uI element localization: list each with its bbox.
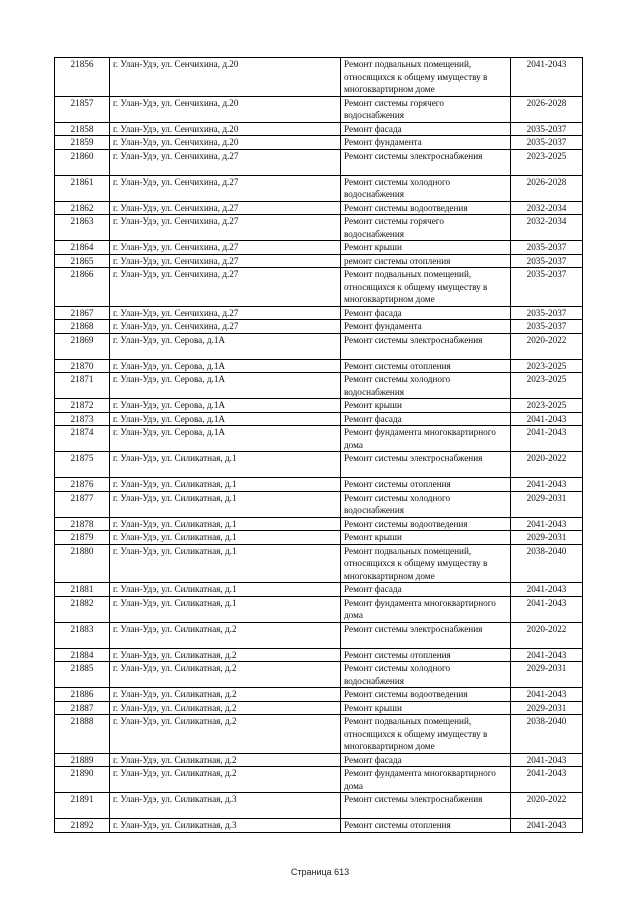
table-row	[55, 596, 583, 622]
period-cell: 2023-2025	[511, 399, 583, 413]
record-number: 21865	[55, 254, 110, 268]
work-type-cell: Ремонт системы холодного водоснабжения	[341, 491, 511, 517]
address-cell: г. Улан-Удэ, ул. Силикатная, д.1	[110, 517, 341, 531]
period-cell: 2041-2043	[511, 58, 583, 97]
table-row	[55, 662, 583, 688]
address-cell: г. Улан-Удэ, ул. Силикатная, д.2	[110, 767, 341, 793]
period-cell: 2041-2043	[511, 753, 583, 767]
record-number: 21874	[55, 426, 110, 452]
period-cell: 2023-2025	[511, 359, 583, 373]
table-row	[55, 58, 583, 97]
period-cell: 2026-2028	[511, 96, 583, 122]
address-cell: г. Улан-Удэ, ул. Сенчихина, д.20	[110, 136, 341, 150]
period-cell: 2020-2022	[511, 622, 583, 648]
period-cell: 2041-2043	[511, 517, 583, 531]
table-row	[55, 517, 583, 531]
address-cell: г. Улан-Удэ, ул. Серова, д.1А	[110, 412, 341, 426]
period-cell: 2041-2043	[511, 819, 583, 833]
record-number: 21870	[55, 359, 110, 373]
address-cell: г. Улан-Удэ, ул. Силикатная, д.2	[110, 701, 341, 715]
address-cell: г. Улан-Удэ, ул. Силикатная, д.1	[110, 491, 341, 517]
period-cell: 2038-2040	[511, 715, 583, 754]
address-cell: г. Улан-Удэ, ул. Силикатная, д.1	[110, 583, 341, 597]
period-cell: 2035-2037	[511, 136, 583, 150]
table-row	[55, 268, 583, 307]
record-number: 21862	[55, 201, 110, 215]
period-cell: 2023-2025	[511, 149, 583, 175]
page-number: Страница 613	[290, 867, 350, 877]
period-cell: 2041-2043	[511, 648, 583, 662]
address-cell: г. Улан-Удэ, ул. Силикатная, д.1	[110, 531, 341, 545]
address-cell: г. Улан-Удэ, ул. Силикатная, д.1	[110, 478, 341, 492]
record-number: 21882	[55, 596, 110, 622]
table-row	[55, 544, 583, 583]
record-number: 21877	[55, 491, 110, 517]
table-row	[55, 96, 583, 122]
period-cell: 2032-2034	[511, 215, 583, 241]
table-row	[55, 583, 583, 597]
address-cell: г. Улан-Удэ, ул. Сенчихина, д.27	[110, 175, 341, 201]
record-number: 21892	[55, 819, 110, 833]
work-type-cell: Ремонт системы электроснабжения	[341, 149, 511, 175]
table-row	[55, 531, 583, 545]
period-cell: 2041-2043	[511, 688, 583, 702]
record-number: 21859	[55, 136, 110, 150]
record-number: 21861	[55, 175, 110, 201]
record-number: 21887	[55, 701, 110, 715]
table-row	[55, 648, 583, 662]
work-type-cell: Ремонт системы водоотведения	[341, 517, 511, 531]
work-type-cell: Ремонт фундамента	[341, 320, 511, 334]
table-row	[55, 320, 583, 334]
period-cell: 2029-2031	[511, 531, 583, 545]
record-number: 21860	[55, 149, 110, 175]
record-number: 21858	[55, 122, 110, 136]
work-type-cell: Ремонт системы отопления	[341, 648, 511, 662]
work-type-cell: Ремонт фасада	[341, 583, 511, 597]
period-cell: 2041-2043	[511, 412, 583, 426]
table-row	[55, 753, 583, 767]
period-cell: 2041-2043	[511, 596, 583, 622]
table-row	[55, 688, 583, 702]
work-type-cell: Ремонт системы горячего водоснабжения	[341, 215, 511, 241]
address-cell: г. Улан-Удэ, ул. Серова, д.1А	[110, 426, 341, 452]
work-type-cell: Ремонт подвальных помещений, относящихся к общему имуществу в многоквартирном доме	[341, 58, 511, 97]
work-type-cell: Ремонт системы электроснабжения	[341, 333, 511, 359]
address-cell: г. Улан-Удэ, ул. Серова, д.1А	[110, 333, 341, 359]
work-type-cell: Ремонт системы электроснабжения	[341, 793, 511, 819]
period-cell: 2020-2022	[511, 333, 583, 359]
table-row	[55, 333, 583, 359]
record-number: 21873	[55, 412, 110, 426]
period-cell: 2038-2040	[511, 544, 583, 583]
table-row	[55, 241, 583, 255]
record-number: 21871	[55, 373, 110, 399]
work-type-cell: Ремонт фасада	[341, 306, 511, 320]
record-number: 21888	[55, 715, 110, 754]
address-cell: г. Улан-Удэ, ул. Сенчихина, д.27	[110, 306, 341, 320]
address-cell: г. Улан-Удэ, ул. Сенчихина, д.27	[110, 268, 341, 307]
period-cell: 2041-2043	[511, 583, 583, 597]
address-cell: г. Улан-Удэ, ул. Сенчихина, д.27	[110, 320, 341, 334]
address-cell: г. Улан-Удэ, ул. Сенчихина, д.27	[110, 149, 341, 175]
period-cell: 2041-2043	[511, 426, 583, 452]
table-row	[55, 306, 583, 320]
address-cell: г. Улан-Удэ, ул. Силикатная, д.2	[110, 648, 341, 662]
table-row	[55, 254, 583, 268]
table-row	[55, 215, 583, 241]
table-row	[55, 373, 583, 399]
period-cell: 2020-2022	[511, 452, 583, 478]
address-cell: г. Улан-Удэ, ул. Сенчихина, д.20	[110, 122, 341, 136]
address-cell: г. Улан-Удэ, ул. Серова, д.1А	[110, 399, 341, 413]
table-row	[55, 793, 583, 819]
period-cell: 2035-2037	[511, 122, 583, 136]
work-type-cell: Ремонт системы водоотведения	[341, 201, 511, 215]
address-cell: г. Улан-Удэ, ул. Силикатная, д.1	[110, 596, 341, 622]
address-cell: г. Улан-Удэ, ул. Серова, д.1А	[110, 373, 341, 399]
work-type-cell: Ремонт системы электроснабжения	[341, 452, 511, 478]
period-cell: 2035-2037	[511, 241, 583, 255]
table-row	[55, 175, 583, 201]
record-number: 21880	[55, 544, 110, 583]
address-cell: г. Улан-Удэ, ул. Силикатная, д.2	[110, 622, 341, 648]
work-type-cell: Ремонт фундамента многоквартирного дома	[341, 596, 511, 622]
work-type-cell: Ремонт фасада	[341, 122, 511, 136]
period-cell: 2029-2031	[511, 701, 583, 715]
work-type-cell: Ремонт системы холодного водоснабжения	[341, 175, 511, 201]
table-row	[55, 359, 583, 373]
address-cell: г. Улан-Удэ, ул. Сенчихина, д.20	[110, 58, 341, 97]
table-row	[55, 767, 583, 793]
record-number: 21869	[55, 333, 110, 359]
record-number: 21866	[55, 268, 110, 307]
record-number: 21876	[55, 478, 110, 492]
address-cell: г. Улан-Удэ, ул. Силикатная, д.1	[110, 544, 341, 583]
period-cell: 2020-2022	[511, 793, 583, 819]
work-type-cell: Ремонт фундамента	[341, 136, 511, 150]
work-type-cell: Ремонт системы отопления	[341, 478, 511, 492]
table-row	[55, 412, 583, 426]
table-body	[55, 58, 583, 833]
record-number: 21889	[55, 753, 110, 767]
table-row	[55, 819, 583, 833]
address-cell: г. Улан-Удэ, ул. Силикатная, д.2	[110, 715, 341, 754]
work-type-cell: Ремонт фундамента многоквартирного дома	[341, 767, 511, 793]
address-cell: г. Улан-Удэ, ул. Сенчихина, д.27	[110, 201, 341, 215]
table-row	[55, 491, 583, 517]
record-number: 21856	[55, 58, 110, 97]
work-type-cell: Ремонт системы холодного водоснабжения	[341, 662, 511, 688]
table-row	[55, 452, 583, 478]
work-type-cell: Ремонт подвальных помещений, относящихся к общему имуществу в многоквартирном доме	[341, 715, 511, 754]
table-row	[55, 201, 583, 215]
record-number: 21857	[55, 96, 110, 122]
work-type-cell: Ремонт фасада	[341, 753, 511, 767]
work-type-cell: Ремонт подвальных помещений, относящихся к общему имуществу в многоквартирном доме	[341, 544, 511, 583]
record-number: 21864	[55, 241, 110, 255]
table-row	[55, 622, 583, 648]
record-number: 21863	[55, 215, 110, 241]
record-number: 21875	[55, 452, 110, 478]
work-type-cell: ремонт системы отопления	[341, 254, 511, 268]
work-type-cell: Ремонт системы горячего водоснабжения	[341, 96, 511, 122]
period-cell: 2041-2043	[511, 478, 583, 492]
table-row	[55, 478, 583, 492]
period-cell: 2029-2031	[511, 491, 583, 517]
period-cell: 2032-2034	[511, 201, 583, 215]
address-cell: г. Улан-Удэ, ул. Сенчихина, д.27	[110, 215, 341, 241]
record-number: 21891	[55, 793, 110, 819]
work-type-cell: Ремонт фундамента многоквартирного дома	[341, 426, 511, 452]
table-row	[55, 701, 583, 715]
work-type-cell: Ремонт крыши	[341, 701, 511, 715]
record-number: 21883	[55, 622, 110, 648]
record-number: 21890	[55, 767, 110, 793]
work-type-cell: Ремонт системы холодного водоснабжения	[341, 373, 511, 399]
record-number: 21884	[55, 648, 110, 662]
record-number: 21885	[55, 662, 110, 688]
address-cell: г. Улан-Удэ, ул. Сенчихина, д.27	[110, 241, 341, 255]
record-number: 21867	[55, 306, 110, 320]
address-cell: г. Улан-Удэ, ул. Силикатная, д.3	[110, 819, 341, 833]
table-row	[55, 122, 583, 136]
address-cell: г. Улан-Удэ, ул. Силикатная, д.1	[110, 452, 341, 478]
record-number: 21886	[55, 688, 110, 702]
record-number: 21879	[55, 531, 110, 545]
period-cell: 2029-2031	[511, 662, 583, 688]
address-cell: г. Улан-Удэ, ул. Сенчихина, д.27	[110, 254, 341, 268]
table-row	[55, 136, 583, 150]
work-type-cell: Ремонт подвальных помещений, относящихся к общему имуществу в многоквартирном доме	[341, 268, 511, 307]
work-type-cell: Ремонт крыши	[341, 241, 511, 255]
repair-schedule-table	[54, 57, 583, 833]
period-cell: 2035-2037	[511, 320, 583, 334]
work-type-cell: Ремонт системы электроснабжения	[341, 622, 511, 648]
period-cell: 2035-2037	[511, 306, 583, 320]
work-type-cell: Ремонт системы отопления	[341, 819, 511, 833]
work-type-cell: Ремонт системы отопления	[341, 359, 511, 373]
work-type-cell: Ремонт крыши	[341, 399, 511, 413]
address-cell: г. Улан-Удэ, ул. Силикатная, д.2	[110, 753, 341, 767]
table-row	[55, 399, 583, 413]
period-cell: 2023-2025	[511, 373, 583, 399]
table-row	[55, 715, 583, 754]
table-row	[55, 426, 583, 452]
work-type-cell: Ремонт фасада	[341, 412, 511, 426]
record-number: 21881	[55, 583, 110, 597]
address-cell: г. Улан-Удэ, ул. Силикатная, д.3	[110, 793, 341, 819]
period-cell: 2026-2028	[511, 175, 583, 201]
work-type-cell: Ремонт крыши	[341, 531, 511, 545]
table-row	[55, 149, 583, 175]
address-cell: г. Улан-Удэ, ул. Сенчихина, д.20	[110, 96, 341, 122]
address-cell: г. Улан-Удэ, ул. Силикатная, д.2	[110, 688, 341, 702]
address-cell: г. Улан-Удэ, ул. Силикатная, д.2	[110, 662, 341, 688]
record-number: 21878	[55, 517, 110, 531]
address-cell: г. Улан-Удэ, ул. Серова, д.1А	[110, 359, 341, 373]
work-type-cell: Ремонт системы водоотведения	[341, 688, 511, 702]
period-cell: 2041-2043	[511, 767, 583, 793]
period-cell: 2035-2037	[511, 268, 583, 307]
period-cell: 2035-2037	[511, 254, 583, 268]
record-number: 21872	[55, 399, 110, 413]
record-number: 21868	[55, 320, 110, 334]
